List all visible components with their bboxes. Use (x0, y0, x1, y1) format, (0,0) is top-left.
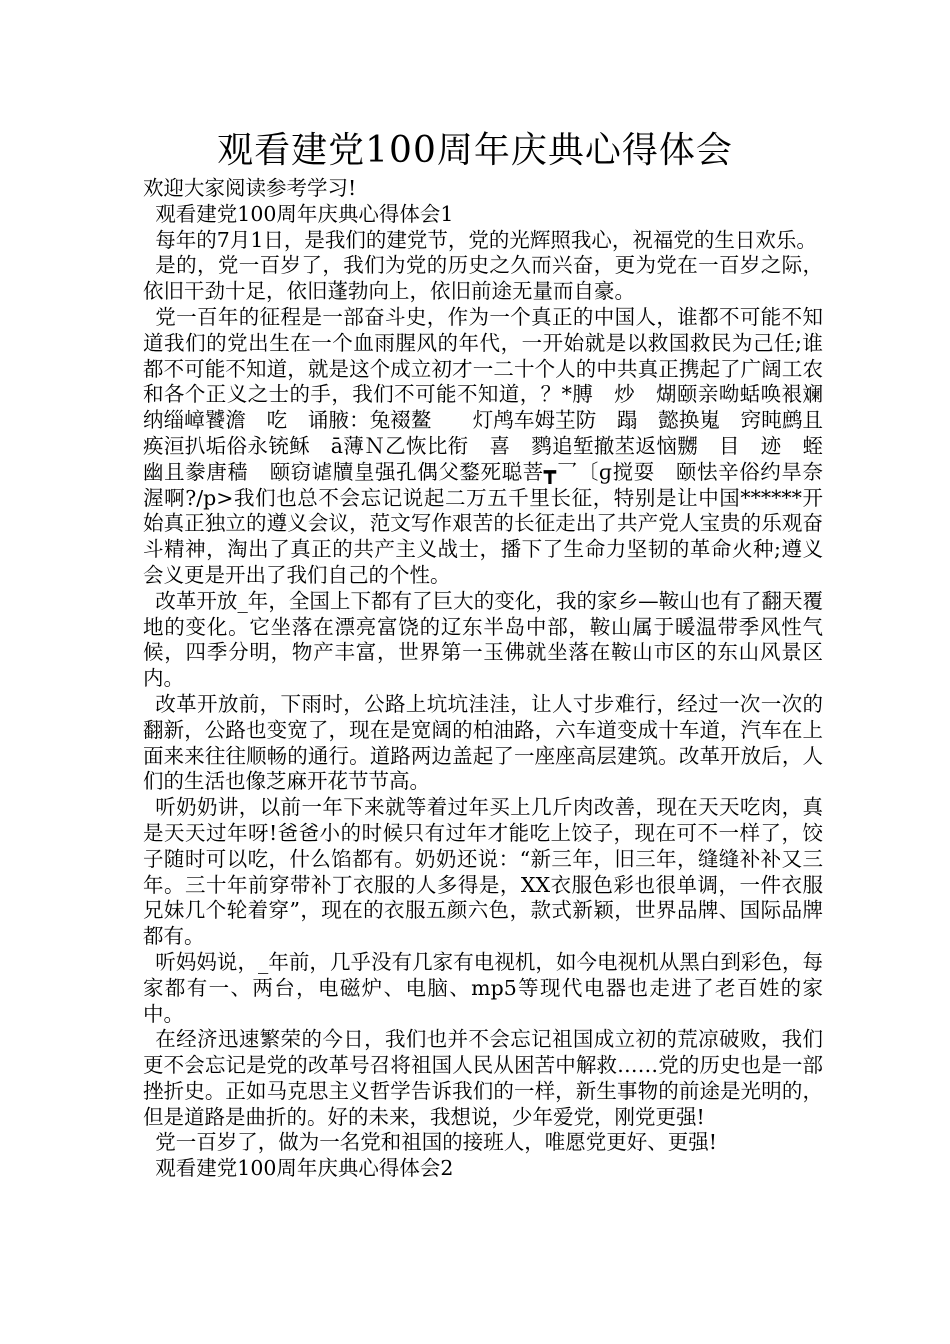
section-heading-1: 观看建党100周年庆典心得体会1 (155, 201, 454, 226)
paragraph: 改革开放前，下雨时，公路上坑坑洼洼，让人寸步难行，经过一次一次的翻新，公路也变宽了，现在是宽阔的柏油路，六车道变成十车道，汽车在上面来来往往顺畅的通行。道路两边盖起了一座座高层建筑。改革开放后，人们的生活也像芝麻开花节节高。 (143, 691, 823, 794)
document-body (143, 176, 844, 1182)
paragraph: 听妈妈说，_年前，几乎没有几家有电视机，如今电视机从黑白到彩色，每家都有一、两台，电磁炉、电脑、mp5等现代电器也走进了老百姓的家中。 (143, 949, 823, 1026)
intro-line: 欢迎大家阅读参考学习! (143, 176, 357, 200)
paragraph: 每年的7月1日，是我们的建党节，党的光辉照我心，祝福党的生日欢乐。 (155, 227, 817, 252)
paragraph: 听奶奶讲，以前一年下来就等着过年买上几斤肉改善，现在天天吃肉，真是天天过年呀!爸爸小的时候只有过年才能吃上饺子，现在可不一样了，饺子随时可以吃，什么馅都有。奶奶还说：“新三年，旧三年，缝缝补补又三年。三十年前穿带补丁衣服的人多得是，XX衣服色彩也很单调，一件衣服兄妹几个轮着穿”，现在的衣服五颜六色，款式新颖，世界品牌、国际品牌都有。 (143, 795, 823, 949)
section-heading-2: 观看建党100周年庆典心得体会2 (155, 1156, 454, 1181)
paragraph: 党一百岁了，做为一名党和祖国的接班人，唯愿党更好、更强! (155, 1130, 718, 1155)
paragraph: 是的，党一百岁了，我们为党的历史之久而兴奋，更为党在一百岁之际，依旧干劲十足，依旧蓬勃向上，依旧前途无量而自豪。 (143, 253, 823, 304)
paragraph: 在经济迅速繁荣的今日，我们也并不会忘记祖国成立初的荒凉破败，我们更不会忘记是党的改革号召将祖国人民从困苦中解救……党的历史也是一部挫折史。正如马克思主义哲学告诉我们的一样，新生事物的前途是光明的，但是道路是曲折的。好的未来，我想说，少年爱党，刚党更强! (143, 1027, 823, 1129)
paragraph: 改革开放_年，全国上下都有了巨大的变化，我的家乡—鞍山也有了翻天覆地的变化。它坐落在漂亮富饶的辽东半岛中部，鞍山属于暖温带季风性气候，四季分明，物产丰富，世界第一玉佛就坐落在鞍山市区的东山风景区内。 (143, 588, 823, 691)
paragraph: 党一百年的征程是一部奋斗史，作为一个真正的中国人，谁都不可能不知道我们的党出生在一个血雨腥风的年代，一开始就是以救国救民为己任;谁都不可能不知道，就是这个成立初才一二十个人的中共真正携起了广阔工农和各个正义之士的手，我们不可能不知道，？*膊 炒 煳颐亲呦蛞唤裉斓纳缁嶂饕澹 吃 诵腋：兔裰鳌 灯鸬车姆芏防 蹋 懿换嵬 窍盹鹧且痪洹扒垢俗永铳稣 ā薄Ｎ乙恢比衔 喜 鹨追堑撤苤返恼嬲 目 迹 蛭 幽且豢唐穑 颐窃谑牘皇强孔偶父鍪死聪菩┳乛〔ɡ搅耍 颐怯辛俗约旱奈渥啊?/p>我们也总不会忘记说起二万五千里长征，特别是让中国******开始真正独立的遵义会议，范文写作艰苦的长征走出了共产党人宝贵的乐观奋斗精神，淘出了真正的共产主义战士，播下了生命力坚韧的革命火种;遵义会义更是开出了我们自己的个性。 (143, 304, 844, 587)
document-title: 观看建党100周年庆典心得体会 (217, 130, 733, 171)
